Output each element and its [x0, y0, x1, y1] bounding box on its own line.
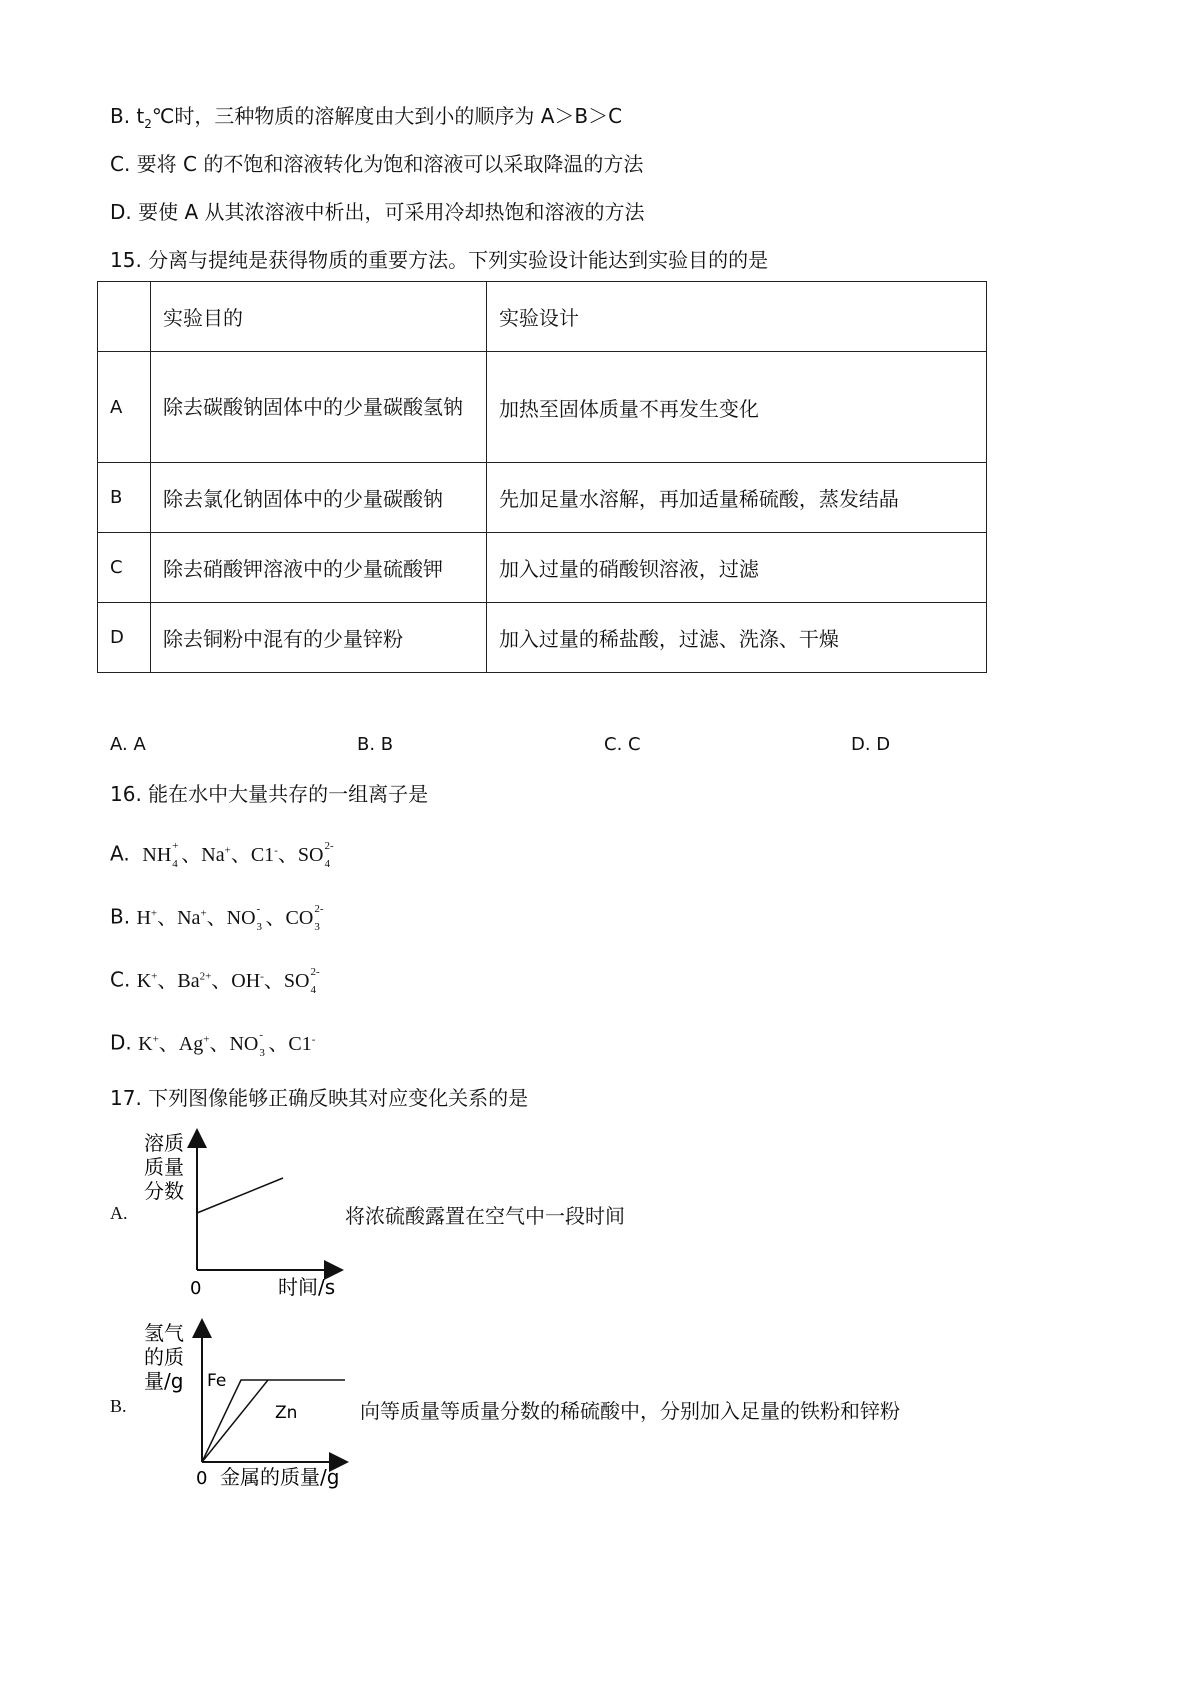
ion-formulas: K+、Ag+、NO - 3 、C1-: [138, 1028, 316, 1059]
row-label: C: [98, 533, 151, 603]
fe-series-label: Fe: [207, 1371, 227, 1391]
q14-option-c: C. 要将 C 的不饱和溶液转化为饱和溶液可以采取降温的方法: [110, 152, 644, 176]
q14-option-b-text-2: ℃时，三种物质的溶解度由大到小的顺序为 A＞B＞C: [151, 104, 623, 128]
y-axis-label: 量/g: [144, 1369, 184, 1393]
row-purpose: 除去氯化钠固体中的少量碳酸钠: [150, 463, 486, 533]
q15-choice-d[interactable]: D. D: [851, 734, 891, 755]
row-purpose: 除去硝酸钾溶液中的少量硫酸钾: [150, 533, 486, 603]
q14-option-b: [110, 102, 622, 138]
origin-label: 0: [190, 1278, 202, 1299]
q15-choice-c[interactable]: C. C: [604, 734, 641, 755]
q16-option-c[interactable]: [110, 962, 325, 995]
row-design: 加入过量的稀盐酸，过滤、洗涤、干燥: [486, 603, 986, 673]
q17-option-a-label: A.: [110, 1203, 128, 1223]
q15-experiment-table: [97, 281, 987, 673]
header-cell-design: 实验设计: [486, 282, 986, 352]
x-axis-label: 时间/s: [278, 1275, 336, 1299]
solute-fraction-line: [197, 1178, 283, 1213]
q17-stem: 17. 下列图像能够正确反映其对应变化关系的是: [110, 1086, 529, 1110]
q14-option-b-text: B. t: [110, 104, 145, 128]
y-axis-label: 质量: [144, 1155, 184, 1179]
q17-option-b-description: 向等质量等质量分数的稀硫酸中，分别加入足量的铁粉和锌粉: [360, 1399, 900, 1423]
y-axis-label: 溶质: [144, 1131, 184, 1155]
row-design: 先加足量水溶解，再加适量稀硫酸，蒸发结晶: [486, 463, 986, 533]
row-label: B: [98, 463, 151, 533]
q16-option-d[interactable]: [110, 1025, 315, 1058]
row-design: 加热至固体质量不再发生变化: [486, 352, 986, 463]
q17-option-a-description: 将浓硫酸露置在空气中一段时间: [345, 1204, 625, 1228]
header-cell-purpose: 实验目的: [150, 282, 486, 352]
fe-series-line: [202, 1380, 345, 1462]
q14-option-b-subscript: 2: [144, 117, 152, 131]
q17-option-b-graph: [140, 1318, 370, 1492]
q17-option-a-graph: [140, 1128, 350, 1300]
row-label: A: [98, 352, 151, 463]
header-cell-label: [98, 282, 151, 352]
y-axis-label: 的质: [144, 1345, 184, 1369]
q17-option-b-label: B.: [110, 1396, 127, 1416]
y-axis-label: 分数: [144, 1179, 184, 1203]
ion-formulas: H+、Na+、NO - 3 、CO 2- 3: [136, 902, 324, 933]
table-row: [98, 352, 987, 463]
ion-formulas: NH + 4 、Na+、C1-、SO 2- 4: [142, 839, 334, 870]
q16-option-a[interactable]: [110, 836, 339, 869]
table-header-row: [98, 282, 987, 352]
zn-series-label: Zn: [275, 1403, 298, 1423]
ion-formulas: K+、$Ba^{2+}$、OH-、SO 2- 4: [136, 965, 320, 996]
q15-choice-a[interactable]: A. A: [110, 734, 146, 755]
table-row: [98, 603, 987, 673]
q16-option-d-prefix: D.: [110, 1030, 139, 1055]
q14-option-d: D. 要使 A 从其浓溶液中析出，可采用冷却热饱和溶液的方法: [110, 200, 645, 224]
q15-stem: 15. 分离与提纯是获得物质的重要方法。下列实验设计能达到实验目的的是: [110, 248, 769, 272]
q16-option-c-prefix: C.: [110, 967, 137, 992]
q16-option-b[interactable]: [110, 899, 329, 932]
table-row: [98, 533, 987, 603]
q16-option-a-prefix: A.: [110, 841, 130, 866]
row-purpose: 除去碳酸钠固体中的少量碳酸氢钠: [150, 352, 486, 463]
x-axis-label: 金属的质量/g: [220, 1465, 340, 1489]
table-row: [98, 463, 987, 533]
row-purpose: 除去铜粉中混有的少量锌粉: [150, 603, 486, 673]
origin-label: 0: [196, 1468, 208, 1489]
row-label: D: [98, 603, 151, 673]
row-design: 加入过量的硝酸钡溶液，过滤: [486, 533, 986, 603]
q16-stem: 16. 能在水中大量共存的一组离子是: [110, 782, 429, 806]
y-axis-label: 氢气: [144, 1321, 184, 1345]
q15-choice-b[interactable]: B. B: [357, 734, 394, 755]
q16-option-b-prefix: B.: [110, 904, 137, 929]
